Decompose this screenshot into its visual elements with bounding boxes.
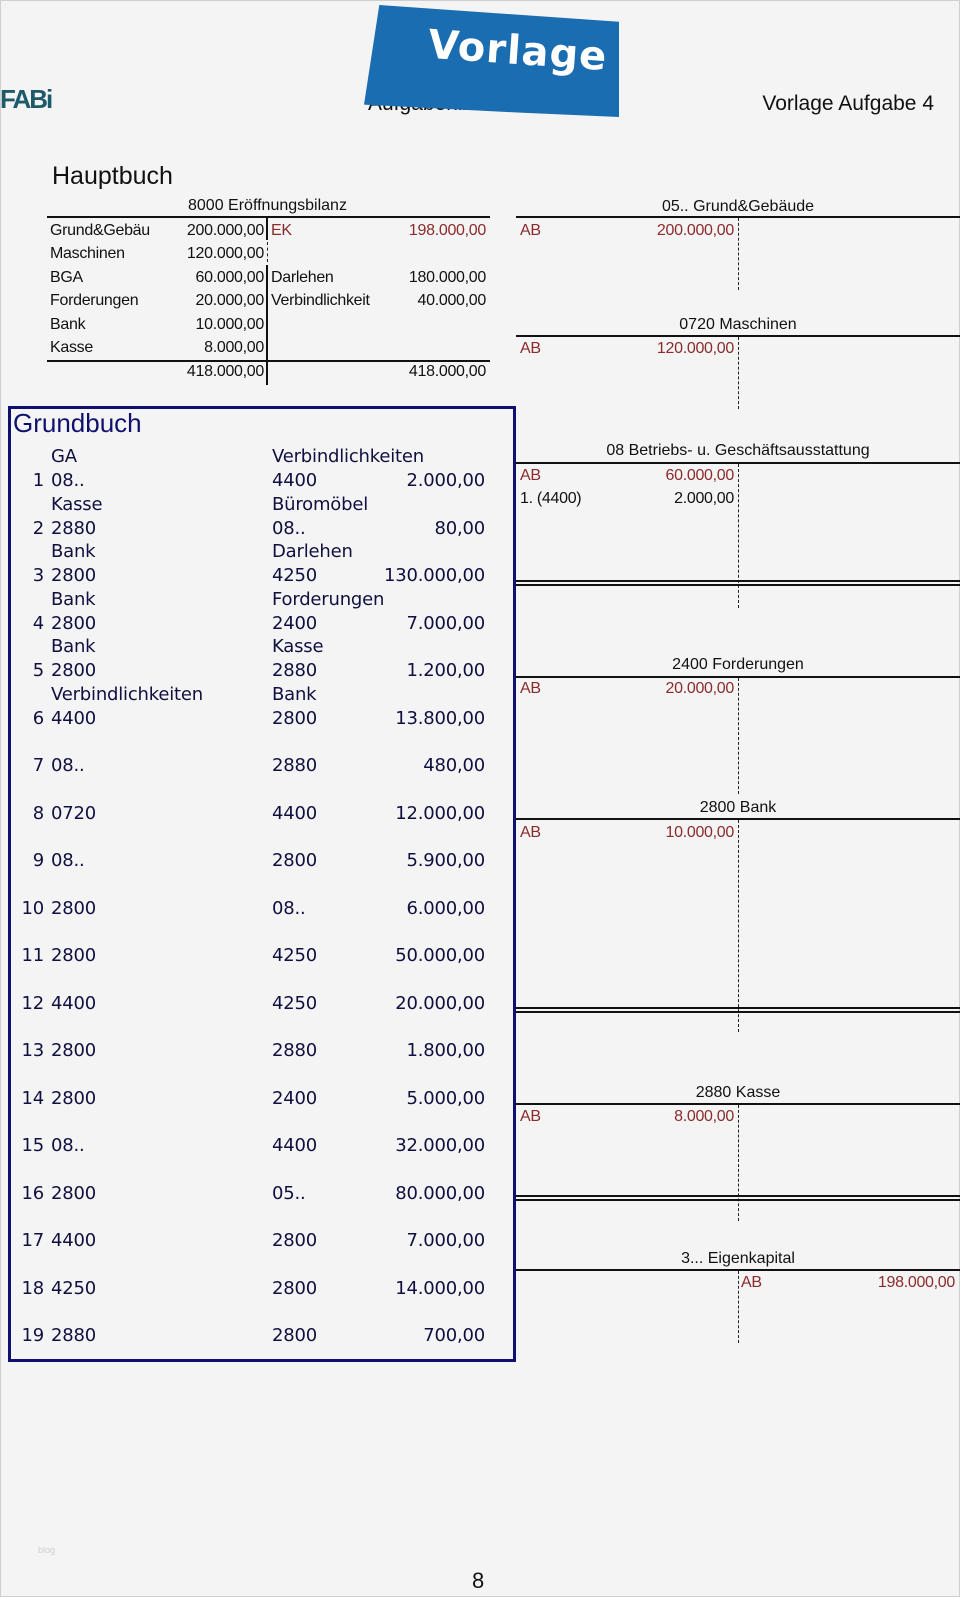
debit-value: 10.000,00 [665, 824, 734, 841]
credit-account-number: 08.. [272, 897, 306, 919]
credit-account-number: 05.. [272, 1182, 306, 1204]
entry-amount: 130.000,00 [383, 565, 485, 586]
t-account-double-rule [516, 1007, 960, 1009]
eb-left-label: Maschinen [50, 245, 125, 262]
debit-account-number: 2800 [51, 612, 97, 634]
t-account-double-rule [516, 580, 960, 582]
t-account-double-rule [516, 1199, 960, 1201]
debit-account-number: 4400 [51, 992, 97, 1014]
eb-divider [266, 265, 268, 385]
debit-account-number: 2800 [51, 945, 97, 966]
entry-number: 16 [21, 1182, 44, 1204]
eb-left-label: Kasse [50, 339, 93, 356]
credit-account-name: Bank [272, 683, 317, 705]
debit-account-name: Bank [51, 541, 96, 562]
t-account-divider [738, 678, 739, 794]
debit-label: 1. (4400) [520, 490, 582, 507]
credit-account-number: 2880 [272, 660, 318, 681]
eb-top-rule [47, 216, 490, 218]
credit-account-number: 2800 [272, 1230, 318, 1251]
debit-account-number: 2800 [51, 1040, 97, 1061]
debit-value: 60.000,00 [665, 467, 734, 484]
entry-number: 10 [21, 897, 44, 919]
eb-left-label: Bank [50, 316, 86, 333]
credit-account-number: 4400 [272, 802, 318, 824]
debit-value: 2.000,00 [674, 490, 734, 507]
debit-account-number: 2800 [51, 1087, 97, 1109]
entry-amount: 5.000,00 [406, 1087, 485, 1109]
entry-number: 2 [32, 517, 44, 539]
entry-amount: 50.000,00 [395, 945, 485, 966]
header-title: Vorlage Aufgabe 4 [762, 92, 934, 115]
debit-label: AB [520, 1108, 541, 1125]
debit-account-number: 2880 [51, 1325, 97, 1346]
entry-number: 9 [32, 850, 44, 871]
entry-amount: 20.000,00 [395, 992, 485, 1014]
debit-value: 8.000,00 [674, 1108, 734, 1125]
credit-account-number: 2880 [272, 1040, 318, 1061]
t-account-divider [738, 218, 739, 290]
page-number: 8 [472, 1568, 485, 1593]
eb-left-label: Grund&Gebäu [50, 222, 150, 239]
debit-account-number: 2800 [51, 565, 97, 586]
t-account-divider [738, 464, 739, 608]
credit-account-number: 4250 [272, 992, 318, 1014]
entry-number: 15 [21, 1135, 44, 1156]
vorlage-banner-label: Vorlage [426, 21, 609, 81]
debit-account-number: 08.. [51, 850, 85, 871]
t-account-title: 2880 Kasse [695, 1084, 781, 1101]
debit-account-number: 2800 [51, 897, 97, 919]
t-account-double-rule [516, 584, 960, 586]
entry-amount: 7.000,00 [406, 612, 485, 634]
debit-account-number: 08.. [51, 1135, 85, 1156]
credit-account-number: 4250 [272, 565, 318, 586]
entry-amount: 13.800,00 [395, 707, 485, 729]
entry-number: 1 [32, 470, 44, 491]
credit-account-number: 08.. [272, 517, 306, 539]
credit-account-number: 4400 [272, 1135, 318, 1156]
eb-left-value: 8.000,00 [204, 339, 264, 356]
debit-account-number: 4400 [51, 707, 97, 729]
debit-label: AB [520, 222, 541, 239]
entry-number: 8 [32, 802, 44, 824]
credit-account-name: Büromöbel [272, 493, 369, 515]
debit-label: AB [520, 340, 541, 357]
eb-left-value: 60.000,00 [195, 269, 264, 286]
t-account-title: 0720 Maschinen [679, 316, 797, 333]
t-account-title: 2400 Forderungen [672, 656, 804, 673]
entry-number: 5 [32, 660, 44, 681]
eb-title: 8000 Eröffnungsbilanz [188, 197, 347, 214]
debit-account-name: Bank [51, 588, 96, 610]
entry-number: 11 [21, 945, 44, 966]
entry-number: 18 [21, 1277, 44, 1299]
credit-account-number: 4400 [272, 470, 318, 491]
entry-number: 12 [21, 992, 44, 1014]
credit-account-number: 2800 [272, 1325, 318, 1346]
credit-label: AB [741, 1274, 762, 1291]
credit-account-number: 2800 [272, 1277, 318, 1299]
t-account-title: 3... Eigenkapital [681, 1250, 795, 1267]
entry-number: 4 [32, 612, 44, 634]
debit-account-number: 08.. [51, 470, 85, 491]
eb-right-value: 198.000,00 [408, 222, 486, 239]
entry-amount: 1.200,00 [406, 660, 485, 681]
eb-right-label: EK [271, 222, 292, 239]
credit-value: 198.000,00 [877, 1274, 955, 1291]
entry-amount: 700,00 [423, 1325, 485, 1346]
entry-amount: 14.000,00 [395, 1277, 485, 1299]
credit-account-name: Kasse [272, 636, 324, 657]
credit-account-name: Darlehen [272, 541, 353, 562]
credit-account-number: 2400 [272, 612, 318, 634]
entry-amount: 6.000,00 [406, 897, 485, 919]
entry-number: 14 [21, 1087, 44, 1109]
t-account-divider [738, 820, 739, 1032]
entry-number: 19 [21, 1325, 44, 1346]
t-account-divider [738, 1105, 739, 1221]
watermark: blog [38, 1545, 56, 1555]
grundbuch-title: Grundbuch [13, 408, 142, 438]
debit-account-number: 4400 [51, 1230, 97, 1251]
debit-account-name: Kasse [51, 493, 103, 515]
debit-account-number: 2880 [51, 517, 97, 539]
t-account-double-rule [516, 1011, 960, 1013]
eb-left-value: 20.000,00 [195, 292, 264, 309]
entry-number: 17 [21, 1230, 44, 1251]
entry-number: 13 [21, 1040, 44, 1061]
entry-amount: 2.000,00 [406, 470, 485, 491]
credit-account-name: Forderungen [272, 588, 385, 610]
debit-account-number: 08.. [51, 755, 85, 776]
debit-account-name: Bank [51, 636, 96, 657]
debit-account-name: GA [51, 446, 77, 467]
debit-account-name: Verbindlichkeiten [51, 683, 203, 705]
credit-account-number: 2800 [272, 850, 318, 871]
t-account-title: 2800 Bank [699, 799, 777, 816]
eb-left-value: 10.000,00 [195, 316, 264, 333]
entry-amount: 80.000,00 [395, 1182, 485, 1204]
eb-divider-dotted [267, 242, 268, 262]
debit-label: AB [520, 680, 541, 697]
eb-left-label: Forderungen [50, 292, 139, 309]
eb-total-left: 418.000,00 [186, 363, 264, 380]
eb-total-right: 418.000,00 [408, 363, 486, 380]
entry-amount: 480,00 [423, 755, 485, 776]
entry-amount: 5.900,00 [406, 850, 485, 871]
t-account-divider [738, 1271, 739, 1343]
debit-account-number: 2800 [51, 660, 97, 681]
credit-account-name: Verbindlichkeiten [272, 446, 424, 467]
debit-label: AB [520, 467, 541, 484]
eb-left-value: 120.000,00 [186, 245, 264, 262]
t-account-double-rule [516, 1195, 960, 1197]
entry-number: 7 [32, 755, 44, 776]
entry-number: 6 [32, 707, 44, 729]
debit-value: 200.000,00 [656, 222, 734, 239]
entry-amount: 80,00 [434, 517, 485, 539]
entry-amount: 12.000,00 [395, 802, 485, 824]
credit-account-number: 2400 [272, 1087, 318, 1109]
eb-sum-rule [47, 360, 490, 362]
entry-amount: 7.000,00 [406, 1230, 485, 1251]
hauptbuch-title: Hauptbuch [52, 162, 173, 190]
debit-label: AB [520, 824, 541, 841]
debit-account-number: 2800 [51, 1182, 97, 1204]
credit-account-number: 2800 [272, 707, 318, 729]
debit-value: 120.000,00 [656, 340, 734, 357]
entry-number: 3 [32, 565, 44, 586]
eb-right-value: 180.000,00 [408, 269, 486, 286]
eb-right-label: Darlehen [271, 269, 334, 286]
eb-left-value: 200.000,00 [186, 222, 264, 239]
eb-left-label: BGA [50, 269, 83, 286]
eb-right-value: 40.000,00 [417, 292, 486, 309]
debit-account-number: 0720 [51, 802, 97, 824]
t-account-title: 05.. Grund&Gebäude [661, 198, 815, 215]
t-account-divider [738, 337, 739, 409]
debit-value: 20.000,00 [665, 680, 734, 697]
eb-divider [266, 218, 268, 240]
entry-amount: 32.000,00 [395, 1135, 485, 1156]
fabi-logo: FABi [0, 84, 52, 114]
debit-account-number: 4250 [51, 1277, 97, 1299]
eb-right-label: Verbindlichkeit [271, 292, 370, 309]
credit-account-number: 4250 [272, 945, 318, 966]
t-account-title: 08 Betriebs- u. Geschäftsausstattung [606, 442, 870, 459]
credit-account-number: 2880 [272, 755, 318, 776]
entry-amount: 1.800,00 [406, 1040, 485, 1061]
